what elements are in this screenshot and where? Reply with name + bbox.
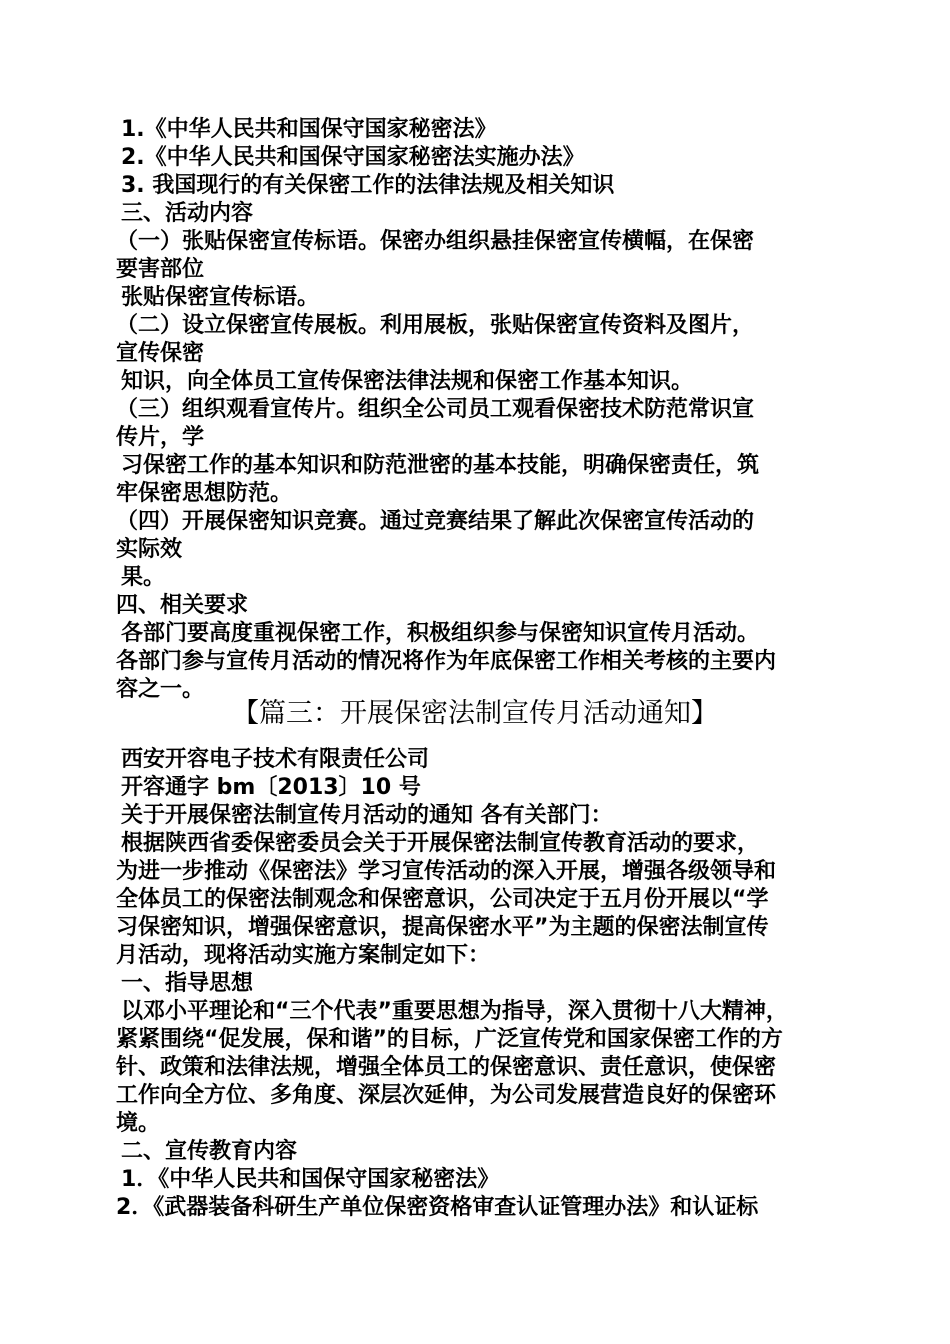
- paragraph-line: 月活动，现将活动实施方案制定如下：: [116, 943, 491, 968]
- paragraph-line: （一）张贴保密宣传标语。保密办组织悬挂保密宣传横幅，在保密: [116, 229, 755, 254]
- paragraph-line: 果。: [121, 565, 166, 590]
- document-number: 开容通字 bm〔2013〕10 号: [121, 775, 421, 800]
- paragraph-line: 根据陕西省委保密委员会关于开展保密法制宣传教育活动的要求，: [121, 831, 760, 856]
- paragraph-line: 各部门要高度重视保密工作，积极组织参与保密知识宣传月活动。: [121, 621, 760, 646]
- heading-requirements: 四、相关要求: [116, 593, 249, 618]
- heading-education-content: 二、宣传教育内容: [121, 1139, 298, 1164]
- list-item-law-1: 1.《中华人民共和国保守国家秘密法》: [121, 117, 497, 142]
- paragraph-line: 张贴保密宣传标语。: [121, 285, 320, 310]
- paragraph-line: 全体员工的保密法制观念和保密意识，公司决定于五月份开展以“学: [116, 887, 769, 912]
- paragraph-line: 知识，向全体员工宣传保密法律法规和保密工作基本知识。: [121, 369, 694, 394]
- paragraph-line: （三）组织观看宣传片。组织全公司员工观看保密技术防范常识宣: [116, 397, 755, 422]
- paragraph-line: 习保密工作的基本知识和防范泄密的基本技能，明确保密责任，筑: [121, 453, 760, 478]
- list-item-law: 2．《武器装备科研生产单位保密资格审查认证管理办法》和认证标: [116, 1195, 759, 1220]
- paragraph-line: 紧紧围绕“促发展，保和谐”的目标，广泛宣传党和国家保密工作的方: [116, 1027, 783, 1052]
- paragraph-line: 以邓小平理论和“三个代表”重要思想为指导，深入贯彻十八大精神，: [121, 999, 788, 1024]
- paragraph-line: 工作向全方位、多角度、深层次延伸，为公司发展营造良好的保密环: [116, 1083, 777, 1108]
- paragraph-line: 实际效: [116, 537, 183, 562]
- paragraph-line: 针、政策和法律法规，增强全体员工的保密意识、责任意识，使保密: [116, 1055, 777, 1080]
- paragraph-line: 要害部位: [116, 257, 205, 282]
- paragraph-line: 习保密知识，增强保密意识，提高保密水平”为主题的保密法制宣传: [116, 915, 769, 940]
- heading-activity-content: 三、活动内容: [121, 201, 254, 226]
- list-item-law: 1．《中华人民共和国保守国家秘密法》: [121, 1167, 500, 1192]
- company-name: 西安开容电子技术有限责任公司: [121, 747, 430, 772]
- paragraph-line: 容之一。: [116, 677, 205, 702]
- paragraph-line: 为进一步推动《保密法》学习宣传活动的深入开展，增强各级领导和: [116, 859, 777, 884]
- list-item-law-3: 3. 我国现行的有关保密工作的法律法规及相关知识: [121, 173, 615, 198]
- notice-heading: 关于开展保密法制宣传月活动的通知 各有关部门：: [121, 803, 613, 828]
- paragraph-line: （二）设立保密宣传展板。利用展板，张贴保密宣传资料及图片，: [116, 313, 755, 338]
- paragraph-line: 境。: [116, 1111, 161, 1136]
- paragraph-line: 各部门参与宣传月活动的情况将作为年底保密工作相关考核的主要内: [116, 649, 777, 674]
- paragraph-line: 宣传保密: [116, 341, 205, 366]
- paragraph-line: 传片，学: [116, 425, 205, 450]
- heading-guiding-thought: 一、指导思想: [121, 971, 254, 996]
- section-title: 【篇三：开展保密法制宣传月活动通知】: [232, 698, 718, 729]
- list-item-law-2: 2.《中华人民共和国保守国家秘密法实施办法》: [121, 145, 585, 170]
- paragraph-line: （四）开展保密知识竞赛。通过竞赛结果了解此次保密宣传活动的: [116, 509, 755, 534]
- paragraph-line: 牢保密思想防范。: [116, 481, 293, 506]
